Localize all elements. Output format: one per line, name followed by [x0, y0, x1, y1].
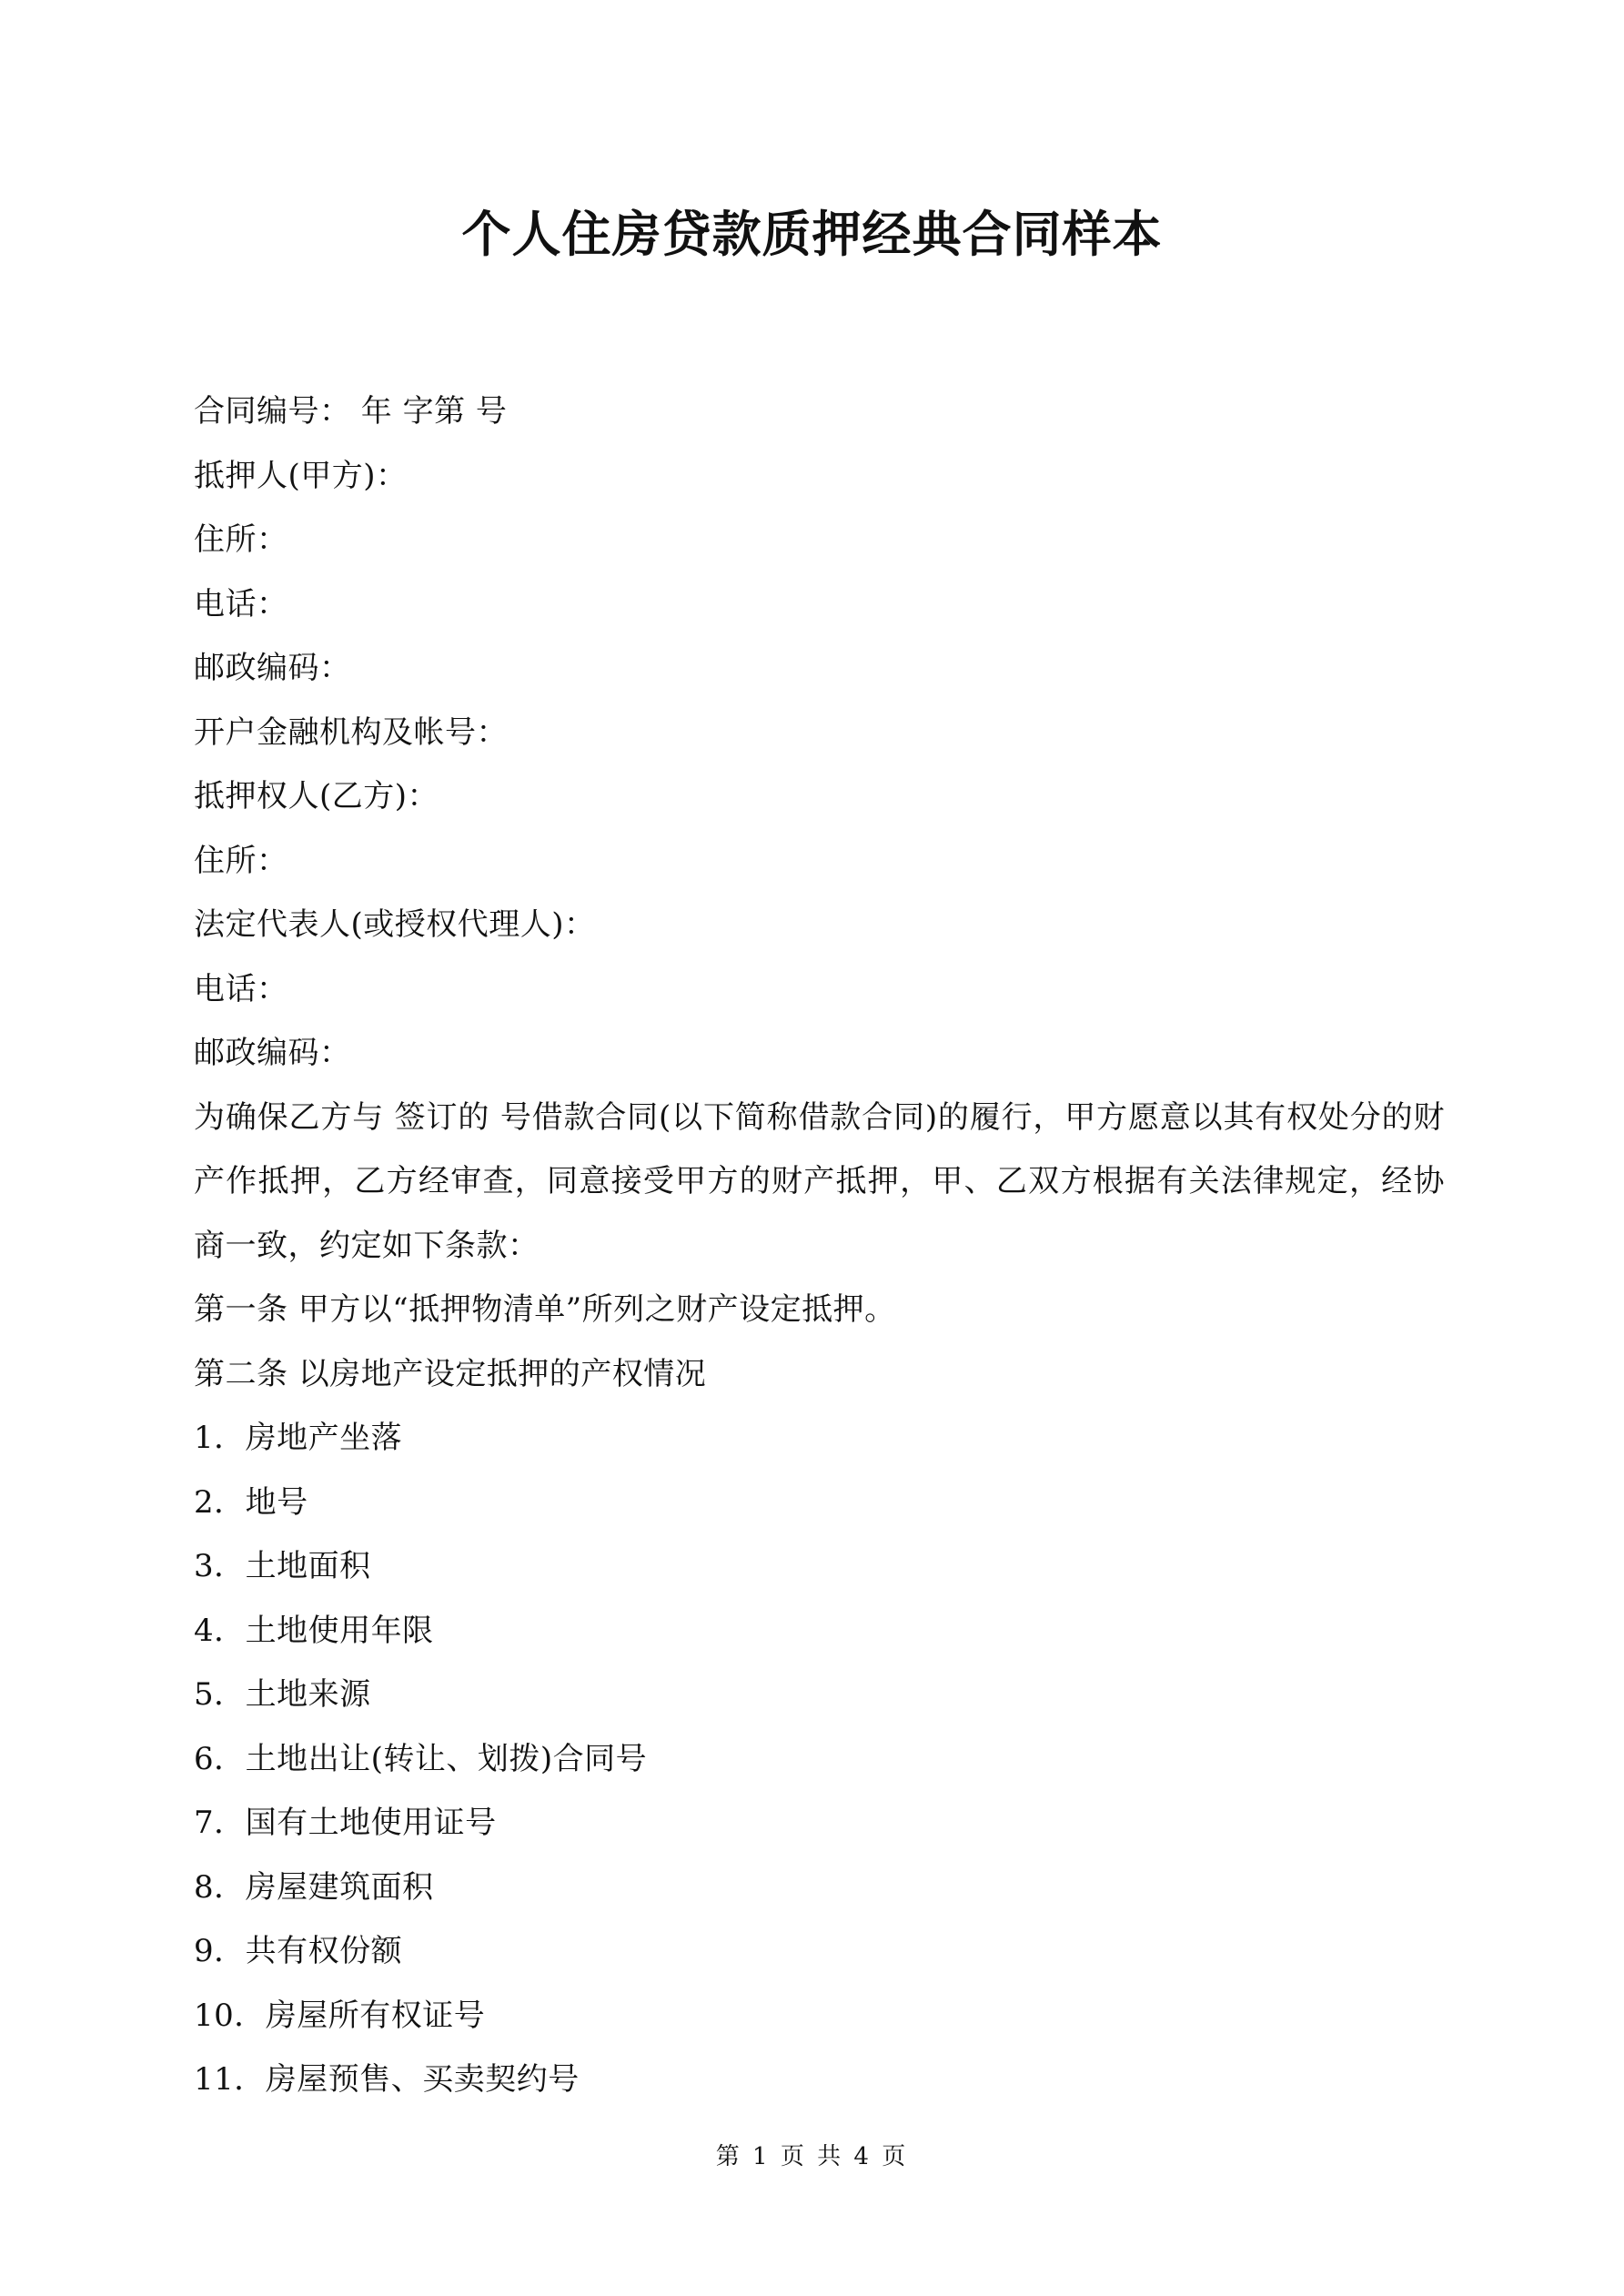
property-item: 4．土地使用年限	[194, 1612, 434, 1649]
mortgagee-line: 抵押权人(乙方)：	[194, 778, 439, 814]
mortgagee-phone-line: 电话：	[194, 970, 288, 1007]
property-item: 8．房屋建筑面积	[194, 1868, 434, 1906]
property-item: 7．国有土地使用证号	[194, 1805, 497, 1841]
mortgagor-phone-line: 电话：	[194, 585, 288, 622]
property-item: 9．共有权份额	[194, 1933, 403, 1969]
mortgagee-postcode-line: 邮政编码：	[194, 1035, 351, 1071]
contract-number-line: 合同编号： 年 字第 号	[194, 393, 508, 430]
property-item: 2．地号	[194, 1483, 308, 1521]
mortgagor-postcode-line: 邮政编码：	[194, 650, 351, 686]
article-1: 第一条 甲方以“抵押物清单”所列之财产设定抵押。	[194, 1291, 896, 1328]
mortgagor-address-line: 住所：	[194, 521, 288, 558]
property-item: 1．房地产坐落	[194, 1420, 403, 1456]
bank-account-line: 开户金融机构及帐号：	[194, 713, 508, 751]
property-item: 3．土地面积	[194, 1548, 371, 1584]
article-2: 第二条 以房地产设定抵押的产权情况	[194, 1355, 707, 1392]
mortgagor-line: 抵押人(甲方)：	[194, 457, 408, 494]
legal-representative-line: 法定代表人(或授权代理人)：	[194, 906, 596, 943]
property-item: 5．土地来源	[194, 1676, 371, 1713]
page-footer: 第 1 页 共 4 页	[715, 2143, 909, 2170]
property-item: 10．房屋所有权证号	[194, 1997, 486, 2034]
mortgagee-address-line: 住所：	[194, 842, 288, 879]
document-title: 个人住房贷款质押经典合同样本	[461, 205, 1163, 263]
property-item: 6．土地出让(转让、划拨)合同号	[194, 1740, 648, 1777]
property-item: 11．房屋预售、买卖契约号	[194, 2061, 580, 2098]
document-body	[194, 379, 1445, 2112]
intro-paragraph: 为确保乙方与 签订的 号借款合同(以下简称借款合同)的履行，甲方愿意以其有权处分的财产作抵押，乙方经审查，同意接受甲方的财产抵押，甲、乙双方根据有关法律规定，经协商一致，约定如下条款：	[194, 1098, 1445, 1264]
